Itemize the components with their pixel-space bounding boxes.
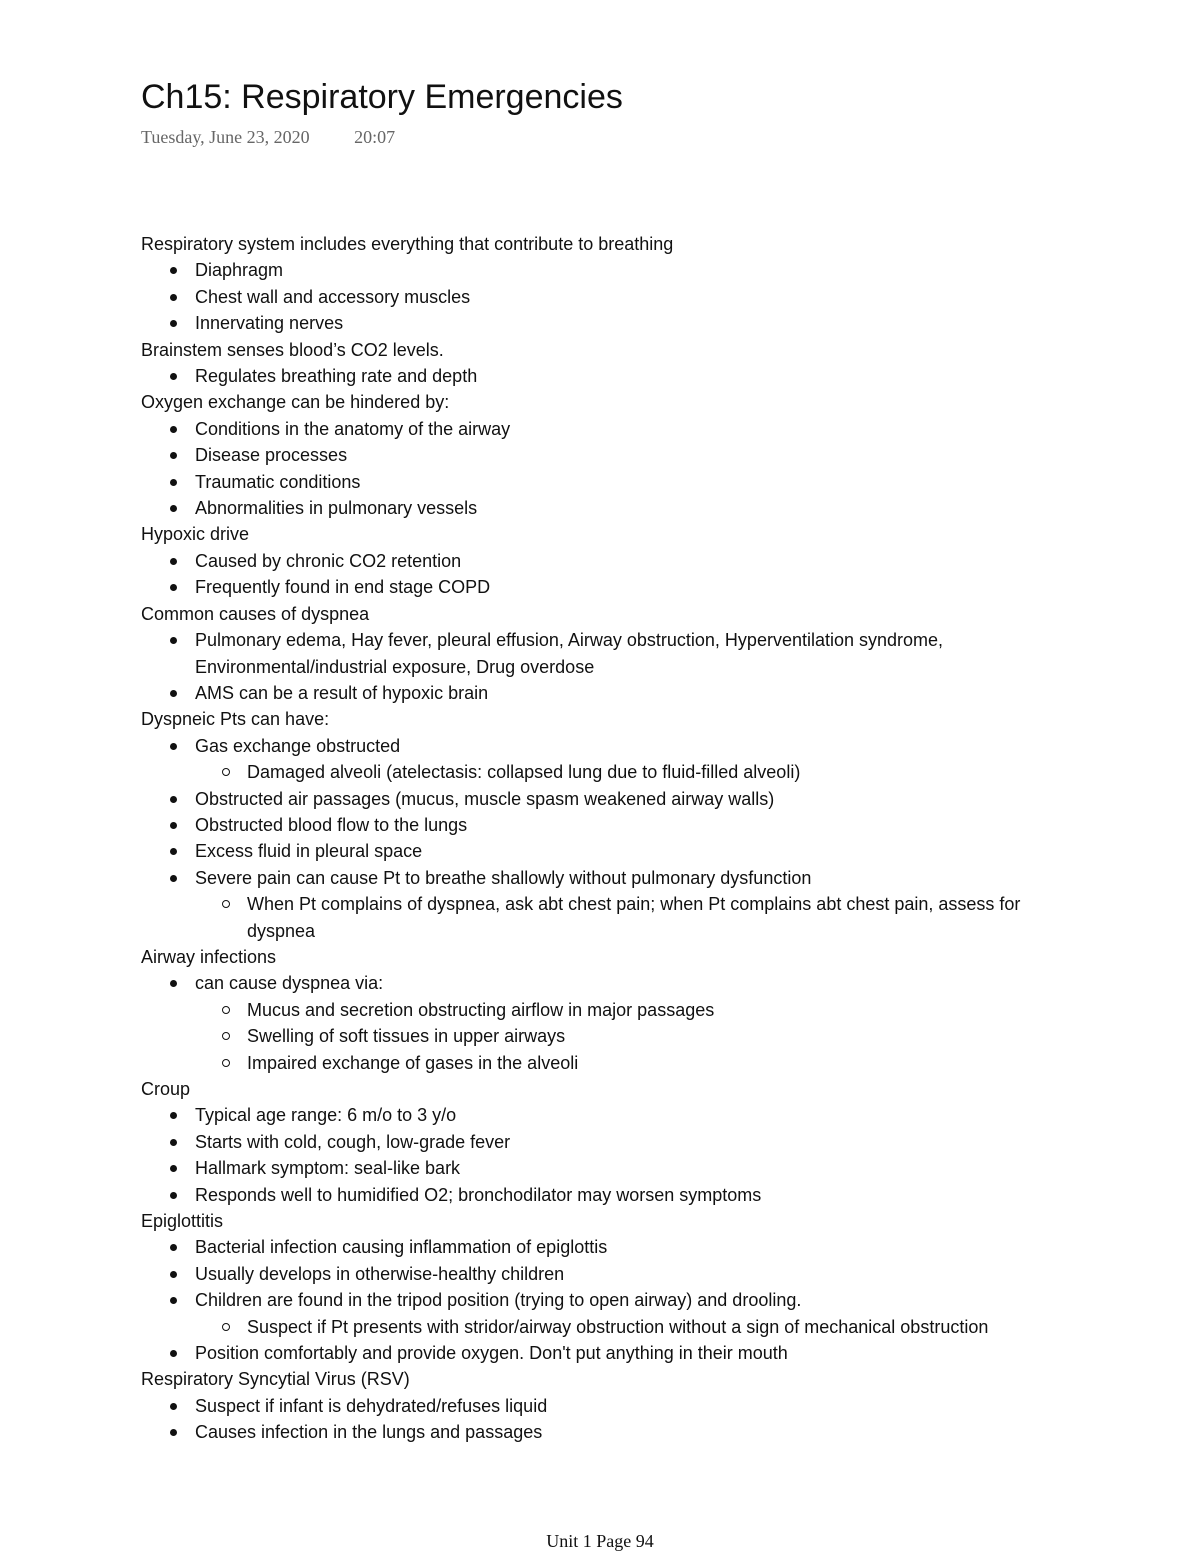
sub-bullet-item: Suspect if Pt presents with stridor/airway obstruction without a sign of mechanical obstruction	[141, 1314, 1052, 1340]
bullet-item: Regulates breathing rate and depth	[141, 363, 1101, 389]
heading-line: Brainstem senses blood’s CO2 levels.	[141, 339, 444, 360]
bullet-item: Caused by chronic CO2 retention	[141, 548, 1101, 574]
sub-bullet-item: Swelling of soft tissues in upper airways	[141, 1023, 1101, 1049]
sub-bullet-item: Damaged alveoli (atelectasis: collapsed lung due to fluid-filled alveoli)	[141, 759, 1101, 785]
page-time: 20:07	[354, 127, 396, 147]
sub-bullet-item: Mucus and secretion obstructing airflow in major passages	[141, 997, 1101, 1023]
bullet-item: Position comfortably and provide oxygen. Don't put anything in their mouth	[141, 1340, 1101, 1366]
bullet-item: Obstructed blood flow to the lungs	[141, 812, 1101, 838]
heading-line: Common causes of dyspnea	[141, 603, 370, 624]
bullet-item: Severe pain can cause Pt to breathe shallowly without pulmonary dysfunction	[141, 865, 1101, 891]
page-title: Ch15: Respiratory Emergencies	[141, 78, 623, 116]
bullet-item: Abnormalities in pulmonary vessels	[141, 495, 1101, 521]
bullet-item: can cause dyspnea via:	[141, 970, 1101, 996]
bullet-item: Excess fluid in pleural space	[141, 838, 1101, 864]
bullet-item: Pulmonary edema, Hay fever, pleural effusion, Airway obstruction, Hyperventilation syndrome, Environmental/industrial exposure, Drug overdose	[141, 627, 1035, 680]
heading-line: Oxygen exchange can be hindered by:	[141, 392, 450, 413]
bullet-item: Conditions in the anatomy of the airway	[141, 416, 1101, 442]
heading-line: Airway infections	[141, 946, 277, 967]
bullet-item: Chest wall and accessory muscles	[141, 284, 1101, 310]
bullet-item: Causes infection in the lungs and passages	[141, 1419, 1101, 1445]
bullet-item: Traumatic conditions	[141, 469, 1101, 495]
bullet-item: Children are found in the tripod position (trying to open airway) and drooling.	[141, 1287, 1101, 1313]
bullet-item: Diaphragm	[141, 257, 1101, 283]
page-footer: Unit 1 Page 94	[546, 1531, 654, 1551]
heading-line: Hypoxic drive	[141, 524, 250, 545]
bullet-item: Usually develops in otherwise-healthy children	[141, 1261, 1101, 1287]
bullet-item: Typical age range: 6 m/o to 3 y/o	[141, 1102, 1101, 1128]
heading-line: Dyspneic Pts can have:	[141, 709, 330, 730]
bullet-item: Gas exchange obstructed	[141, 733, 1101, 759]
bullet-item: Frequently found in end stage COPD	[141, 574, 1101, 600]
heading-line: Respiratory system includes everything that contribute to breathing	[141, 234, 674, 254]
bullet-item: Disease processes	[141, 442, 1101, 468]
bullet-item: AMS can be a result of hypoxic brain	[141, 680, 1101, 706]
heading-line: Croup	[141, 1079, 191, 1099]
page-meta	[141, 127, 395, 148]
page-date: Tuesday, June 23, 2020	[141, 127, 310, 147]
bullet-item: Suspect if infant is dehydrated/refuses liquid	[141, 1393, 1101, 1419]
bullet-item: Bacterial infection causing inflammation of epiglottis	[141, 1234, 1101, 1260]
bullet-item: Obstructed air passages (mucus, muscle spasm weakened airway walls)	[141, 786, 1101, 812]
sub-bullet-item: Impaired exchange of gases in the alveoli	[141, 1050, 1101, 1076]
note-content	[141, 231, 1101, 1446]
bullet-item: Hallmark symptom: seal-like bark	[141, 1155, 1101, 1181]
bullet-item: Starts with cold, cough, low-grade fever	[141, 1129, 1101, 1155]
bullet-item: Innervating nerves	[141, 310, 1101, 336]
bullet-item: Responds well to humidified O2; bronchodilator may worsen symptoms	[141, 1182, 1101, 1208]
heading-line: Epiglottitis	[141, 1211, 224, 1232]
sub-bullet-item: When Pt complains of dyspnea, ask abt chest pain; when Pt complains abt chest pain, assess for dyspnea	[141, 891, 1052, 944]
heading-line: Respiratory Syncytial Virus (RSV)	[141, 1369, 410, 1390]
